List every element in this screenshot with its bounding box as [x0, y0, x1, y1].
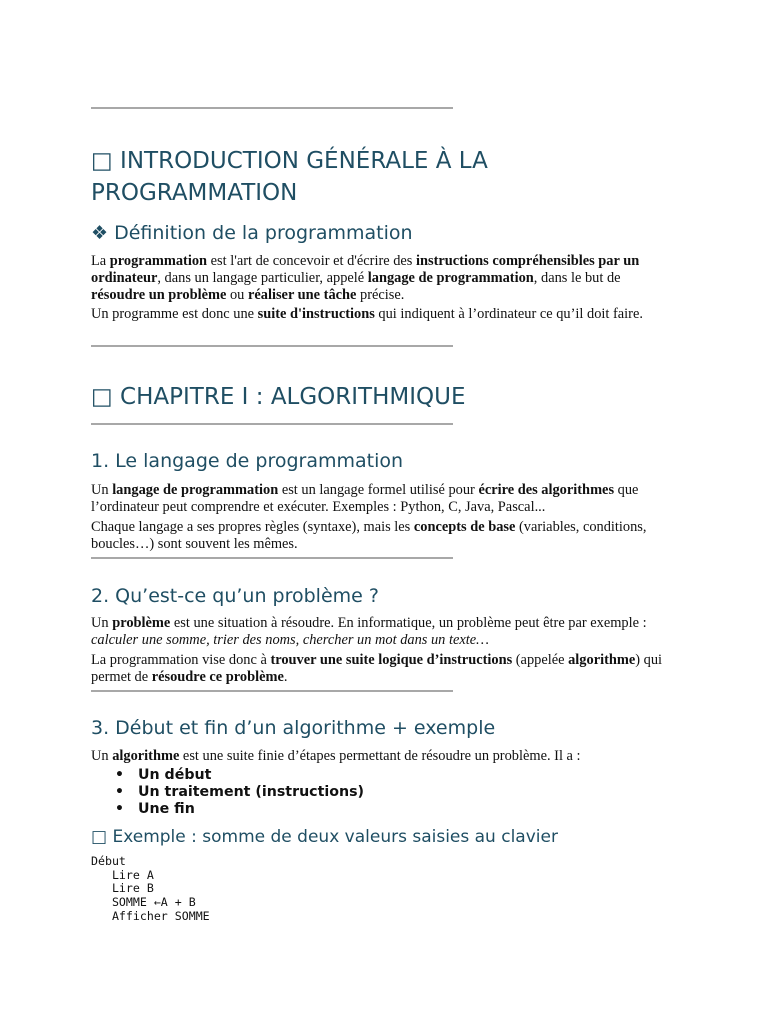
text: ) qui permet de — [91, 652, 663, 685]
paragraph-definition — [91, 253, 669, 304]
placeholder-icon: □ — [91, 827, 108, 847]
paragraph-language — [91, 482, 669, 516]
bullet-icon: • — [115, 767, 124, 783]
bold-text: concepts de base — [413, 519, 516, 535]
code-block: Début Lire A Lire B SOMME ←A + B Afficher SOMME — [91, 854, 210, 923]
bold-text: résoudre un problème — [91, 287, 227, 303]
bold-text: réaliser une tâche — [247, 287, 357, 303]
title-text: INTRODUCTION GÉNÉRALE À LA PROGRAMMATION — [91, 148, 488, 206]
list-item-text: Un traitement (instructions) — [138, 784, 365, 800]
bold-text: langage de programmation — [112, 482, 279, 498]
text: précise. — [356, 287, 405, 303]
horizontal-rule — [91, 690, 453, 692]
text: (appelée — [512, 652, 569, 668]
paragraph-syntax — [91, 519, 669, 553]
list-item-text: Une fin — [138, 801, 195, 817]
horizontal-rule — [91, 423, 453, 425]
horizontal-rule — [91, 557, 453, 559]
example-heading-text: Exemple : somme de deux valeurs saisies au clavier — [112, 827, 558, 847]
text: Chaque langage a ses propres règles (syntaxe), mais les — [91, 519, 414, 535]
list-item — [115, 784, 615, 801]
bold-text: algorithme — [568, 652, 636, 668]
text: est un langage formel utilisé pour — [278, 482, 479, 498]
text: Un — [91, 482, 113, 498]
bold-text: programmation — [109, 253, 208, 269]
list-item-text: Un début — [138, 767, 212, 783]
example-heading — [91, 826, 671, 848]
bold-text: langage de programmation — [367, 270, 534, 286]
section-heading-2: 2. Qu’est-ce qu’un problème ? — [91, 585, 379, 607]
bold-text: algorithme — [112, 748, 180, 764]
section-heading-3: 3. Début et fin d’un algorithme + exemple — [91, 717, 496, 739]
bullet-icon: • — [115, 784, 124, 800]
bullet-list — [91, 767, 615, 818]
text: Un programme est donc une — [91, 306, 258, 322]
list-item — [115, 767, 615, 784]
section-heading-1: 1. Le langage de programmation — [91, 450, 404, 472]
chapter-title — [91, 381, 651, 413]
text: , dans un langage particulier, appelé — [157, 270, 368, 286]
horizontal-rule — [91, 107, 453, 109]
subheading-text: Définition de la programmation — [114, 222, 413, 244]
text: est une suite finie d’étapes permettant de résoudre un problème. Il a : — [179, 748, 581, 764]
paragraph-program — [91, 306, 669, 323]
text: , dans le but de — [533, 270, 621, 286]
bold-text: résoudre ce problème — [151, 669, 284, 685]
bold-text: trouver une suite logique d’instructions — [270, 652, 513, 668]
horizontal-rule — [91, 345, 453, 347]
bold-text: instructions compréhensibles par un ordinateur — [91, 253, 640, 286]
diamond-icon: ❖ — [91, 222, 109, 244]
text: Un — [91, 615, 113, 631]
paragraph-algorithm — [91, 748, 669, 765]
paragraph-goal — [91, 652, 669, 686]
italic-text: calculer une somme, trier des noms, chercher un mot dans un texte… — [91, 632, 489, 648]
list-item — [115, 801, 615, 818]
placeholder-icon: □ — [91, 148, 113, 174]
subheading-definition — [91, 220, 651, 246]
bold-text: suite d'instructions — [257, 306, 375, 322]
title-text: CHAPITRE I : ALGORITHMIQUE — [120, 384, 466, 410]
bullet-icon: • — [115, 801, 124, 817]
text: que l’ordinateur peut comprendre et exécuter. Exemples : Python, C, Java, Pascal... — [91, 482, 639, 515]
text: La — [91, 253, 110, 269]
bold-text: problème — [112, 615, 171, 631]
text: Un — [91, 748, 113, 764]
text: qui indiquent à l’ordinateur ce qu’il doit faire. — [374, 306, 643, 322]
text: (variables, conditions, boucles…) sont souvent les mêmes. — [91, 519, 647, 552]
text: La programmation vise donc à — [91, 652, 271, 668]
section-title-introduction — [91, 145, 591, 209]
placeholder-icon: □ — [91, 384, 113, 410]
text: ou — [226, 287, 248, 303]
text: . — [283, 669, 288, 685]
text: est une situation à résoudre. En informatique, un problème peut être par exemple : — [170, 615, 647, 631]
text: est l'art de concevoir et d'écrire des — [207, 253, 416, 269]
paragraph-problem — [91, 615, 669, 649]
bold-text: écrire des algorithmes — [478, 482, 615, 498]
